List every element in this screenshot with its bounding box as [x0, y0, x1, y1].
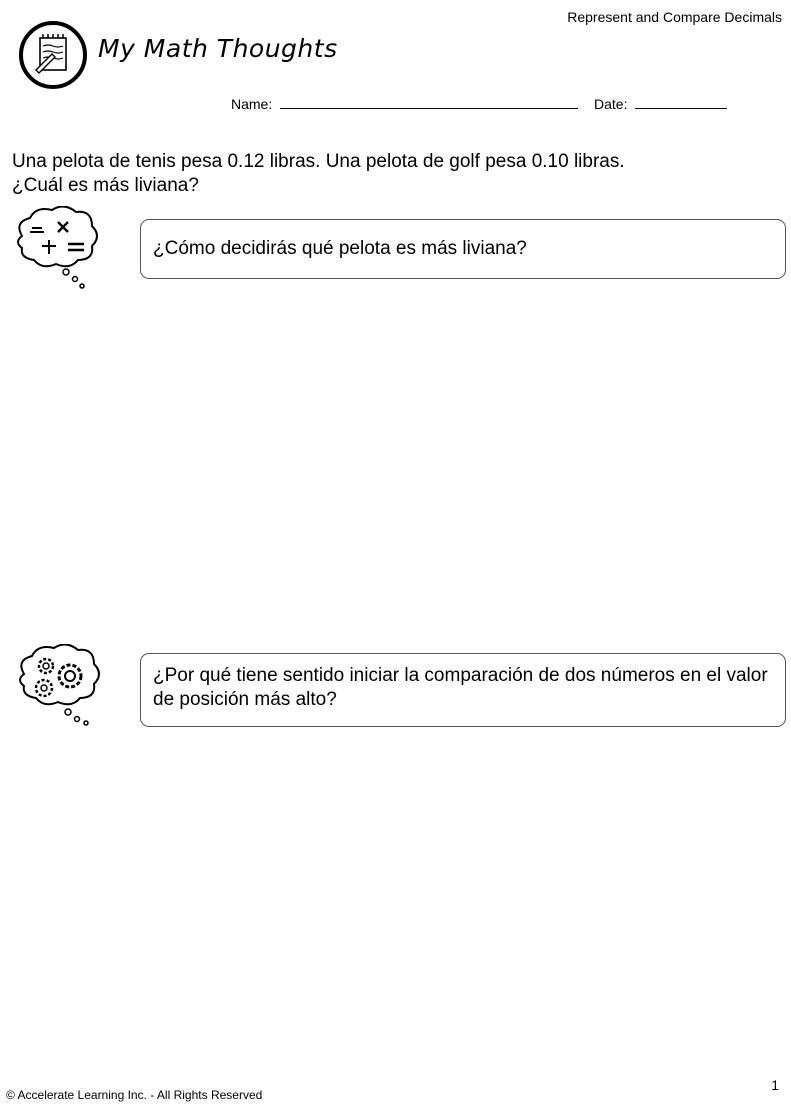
copyright-notice: © Accelerate Learning Inc. - All Rights Reserved	[6, 1088, 263, 1102]
problem-statement	[12, 150, 772, 198]
page-title: My Math Thoughts	[98, 34, 338, 63]
prompt-text-1: ¿Cómo decidirás qué pelota es más liviana?	[153, 238, 527, 259]
notepad-logo-icon	[18, 20, 88, 90]
name-field[interactable]	[280, 96, 578, 109]
problem-line-2: ¿Cuál es más liviana?	[12, 175, 199, 196]
name-label: Name:	[231, 96, 273, 112]
worksheet-topic: Represent and Compare Decimals	[567, 9, 782, 25]
prompt-box-1	[140, 219, 786, 279]
gears-thought-cloud-icon	[14, 644, 106, 730]
math-thought-cloud-icon	[12, 206, 104, 292]
name-date-row	[231, 96, 727, 112]
date-label: Date:	[594, 96, 628, 112]
problem-line-1: Una pelota de tenis pesa 0.12 libras. Una pelota de golf pesa 0.10 libras.	[12, 151, 625, 172]
prompt-box-2	[140, 653, 786, 727]
date-field[interactable]	[635, 96, 727, 109]
page-number: 1	[771, 1077, 779, 1093]
prompt-text-2: ¿Por qué tiene sentido iniciar la comparación de dos números en el valor de posición más alto?	[153, 665, 768, 710]
